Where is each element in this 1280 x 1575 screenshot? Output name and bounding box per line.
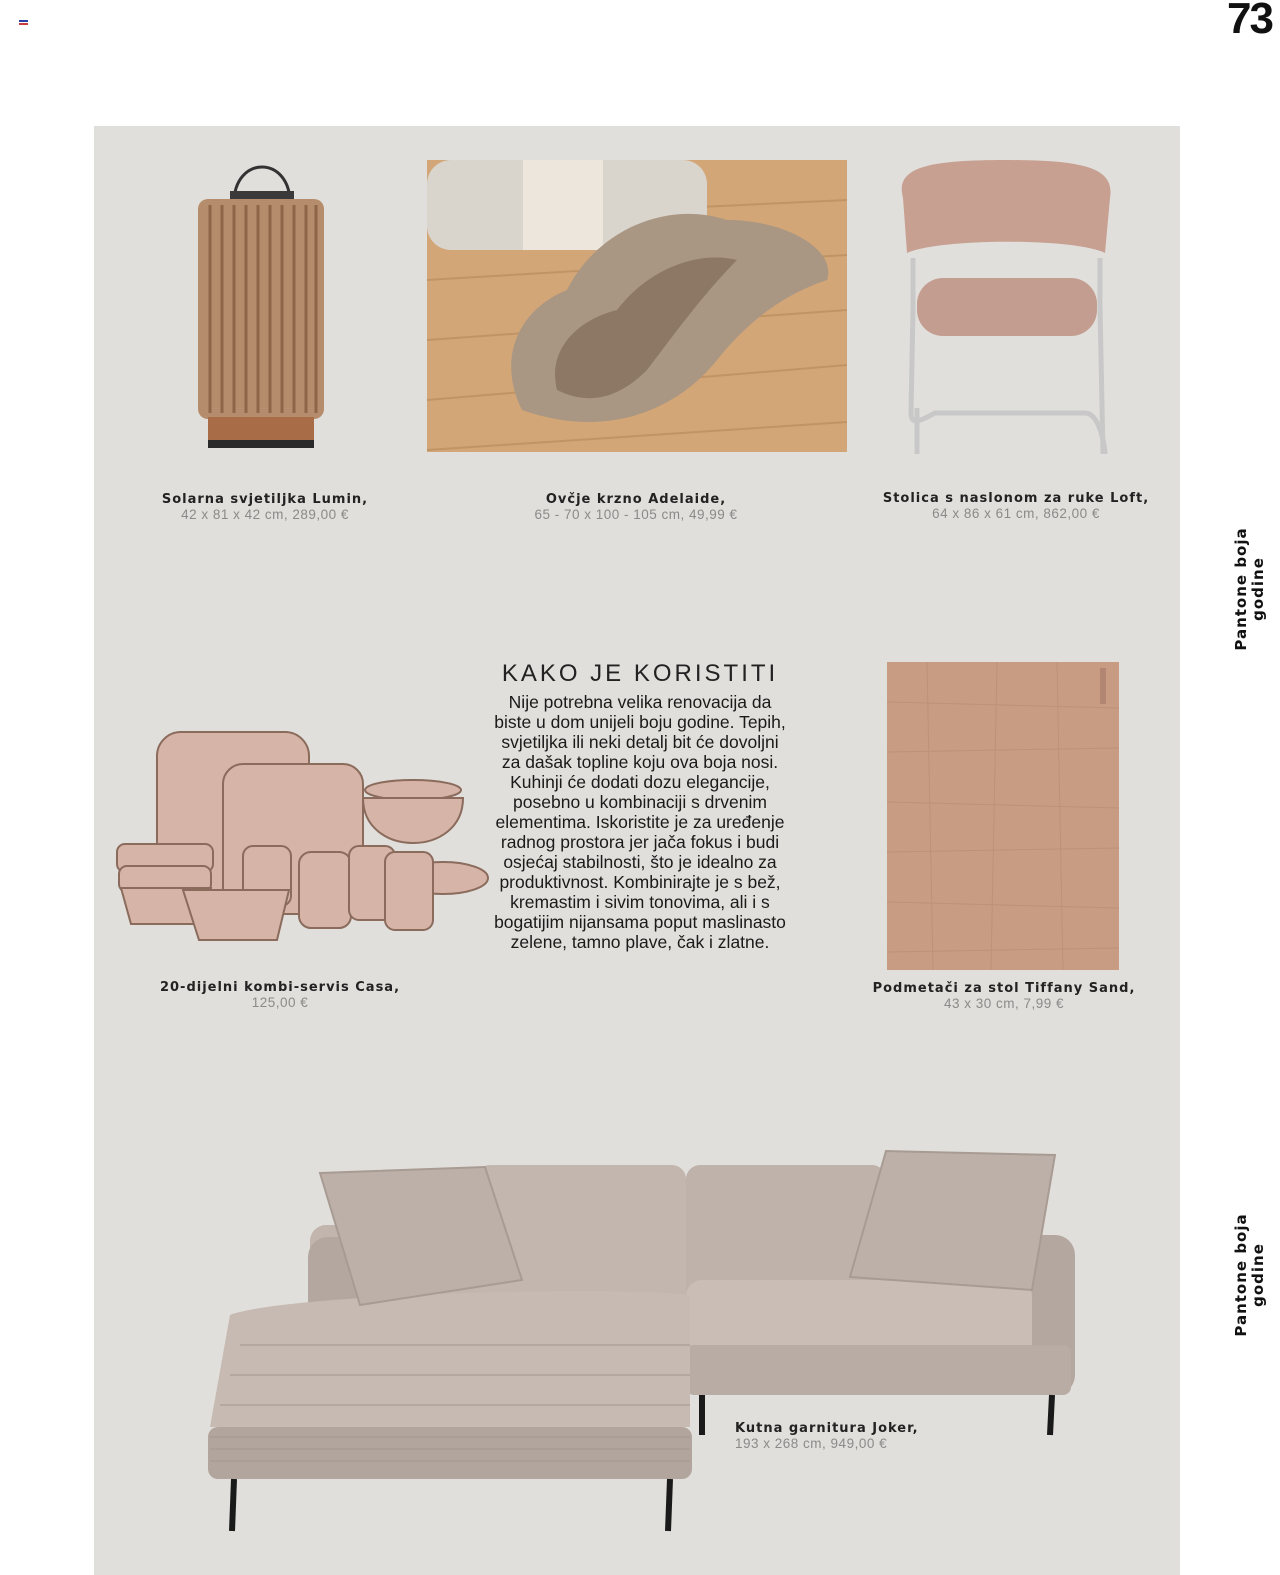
product-details: 64 x 86 x 61 cm, 862,00 € (932, 506, 1100, 521)
product-details: 193 x 268 cm, 949,00 € (735, 1436, 888, 1451)
corner-sofa-image (200, 1145, 1080, 1535)
product-details: 125,00 € (251, 995, 309, 1010)
caption-solar-lantern (135, 492, 395, 522)
caption-corner-sofa (735, 1421, 919, 1451)
product-name: 20-dijelni kombi-servis Casa, (159, 980, 401, 995)
caption-dinnerware (150, 980, 410, 1010)
product-details: 43 x 30 cm, 7,99 € (943, 996, 1065, 1011)
side-label-bottom: Pantone boja godine (1232, 1213, 1267, 1337)
solar-lantern-image (190, 155, 335, 455)
caption-placemat (870, 981, 1138, 1011)
product-name: Ovčje krzno Adelaide, (545, 492, 727, 507)
dinnerware-set-image (113, 728, 493, 950)
product-name: Podmetači za stol Tiffany Sand, (872, 981, 1136, 996)
howto-body: Nije potrebna velika renovacija da biste u dom unijeli boju godine. Tepih, svjetiljka ili neki detalj bit će dovoljni za dašak topline koju ova boja nosi. Kuhinji će dodati dozu elegancije, posebno u kombinaciji s drvenim elementima. Iskoristite je za uređenje radnog prostora jer jača fokus i budi osjećaj stabilnosti, što je idealno za produktivnost. Kombinirajte je s bež, kremastim i sivim tonovima, ali i s bogatijim nijansama poput maslinasto zelene, tamno plave, čak i zlatne. (494, 692, 786, 952)
side-label-top: Pantone boja godine (1232, 527, 1267, 651)
howto-title: KAKO JE KORISTITI (501, 660, 779, 687)
sheepskin-image (427, 160, 847, 452)
product-name: Solarna svjetiljka Lumin, (161, 492, 369, 507)
page-number: 73 (1227, 0, 1272, 43)
product-name: Stolica s naslonom za ruke Loft, (882, 491, 1150, 506)
flag-icon (19, 20, 28, 27)
product-name: Kutna garnitura Joker, (735, 1421, 919, 1436)
armchair-image (895, 158, 1120, 458)
caption-armchair (876, 491, 1156, 521)
caption-sheepskin (486, 492, 786, 522)
product-details: 65 - 70 x 100 - 105 cm, 49,99 € (534, 507, 738, 522)
product-details: 42 x 81 x 42 cm, 289,00 € (181, 507, 349, 522)
placemat-image (887, 662, 1119, 970)
